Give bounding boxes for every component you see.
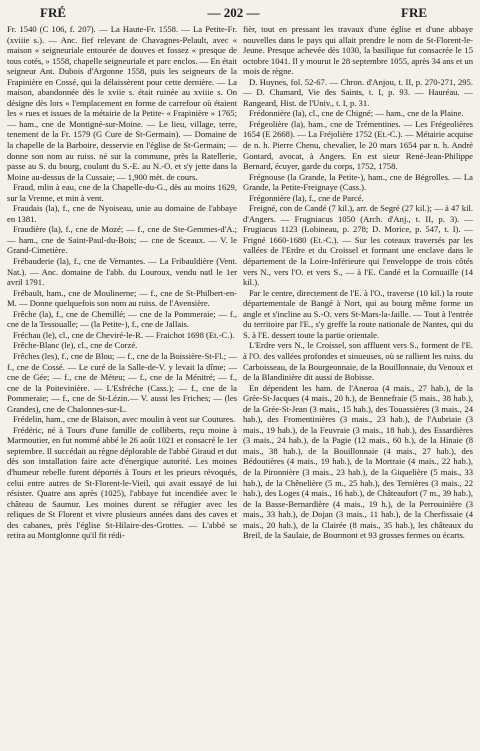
entry-paragraph: Fraudière (la), f., cne de Mozé; — f., cne de Ste-Gemmes-d'A.; — ham., cne de Saint-Paul-du-Bois; — cne de Sceaux. — V. le Grand-Cimetière. (7, 224, 237, 256)
entry-paragraph: Frégnouse (la Grande, la Petite-), ham., cne de Bégrolles. — La Grande, la Petite-Freignaye (Cass.). (243, 171, 473, 193)
entry-paragraph: Frêche (la), f., cne de Chemillé; — cne de la Pommeraie; — f., cne de la Tessoualle; — (la Petite-), f., cne de Jallais. (7, 308, 237, 330)
entry-paragraph: Fr. 1540 (C 106, f. 207). — La Haute-Fr. 1558. — La Petite-Fr. (xviiie s.). — Anc. fief relevant de Chavagnes-Pelault, avec « maison « seigneuriale entourée de douves et fossez « presque de tous cotés, » 1558, chapelle seigneuriale et parc enclos. — En était seigneur Ant. Dubois d'Argonne 1558, puis les seigneurs de la Frapinière en Cossé, qui la délaissèrent pour cette dernière. — La maison, abandonnée dès le xviie s. était ruinée au xviiie s. On désigne dès lors « l'emplacement en forme de carrefour où étaient les « rues et issues de la métairie de la Petite- « Frapinière » 1765; — ham., cne de Montigné-sur-Moine. — Le lieu, village, terre, tenement de la Fr. 1579 (G Cure de St-Germain). — Domaine de la chapelle de la Barboire, desservie en l'église de St-Germain; — donne son nom au ruiss. né sur la commune, près la Ratellerie, passe au S. du bourg, coulant du S.-E. au N.-O. et s'y jette dans la Moine au-dessus de la Cussaie; — 1,900 mèt. de cours. (7, 24, 237, 182)
entry-paragraph: Frédelin, ham., cne de Blaison, avec moulin à vent sur Coutures. (13, 414, 236, 425)
entry-paragraph: Fraudais (la), f., cne de Nyoiseau, unie au domaine de l'abbaye en 1381. (7, 203, 237, 224)
entry-paragraph: Par le centre, directement de l'E. à l'O., traverse (10 kil.) la route départementale de Bangé à Nort, qui au bourg même forme un angle et s'incline au S.-O. vers St-Mars-la-Jaille. — Tout à l'entrée du territoire par l'E., s'y greffe la route nationale de Nantes, qui du S. à l'E. dessert toute la partie orientale. (243, 287, 473, 340)
entry-paragraph: fièr, tout en pressant les travaux d'une église et d'une abbaye nouvelles dans le pays qui allait prendre le nom de St-Florent-le-Jeune. Presque achevée dès 1030, la basilique fut consacrée le 15 octobre 1041. Il y mourut le 28 septembre 1055, après 34 ans et un mois de règne. (243, 24, 473, 77)
two-column-body (7, 24, 473, 541)
entry-paragraph: Frébault, ham., cne de Moulinerne; — f., cne de St-Philbert-en-M. — Donne quelquefois son nom au ruiss. de l'Avensière. (7, 287, 237, 309)
entry-paragraph: Frêches (les), f., cne de Blou; — f., cne de la Boissière-St-Fl.; — f., cne de Cossé. — Le curé de la Salle-de-V. y levait la dîme; — cne de Gée; — f., cne de Méteu; — f., cne de la Ménitré; — f., cne de la Poitevinière. — L'Esfréche (Cass.); — f., cne de la Pommeraie; — f., cne de St-Lézin.— V. aussi les Friches; — (les Grandes), cne de Chalonnes-sur-L. (7, 350, 237, 414)
entry-paragraph: En dépendent les ham. de l'Aneroa (4 mais., 27 hab.), de la Grée-St-Jacques (4 mais., 20 h.), de Bennefraie (5 mais., 38 hab.), de la Grée-St-Jean (3 mais., 15 hab.), des Touassières (3 mais., 24 hab.), des Fromentinières (3 mais., 23 hab.), de l'Aubriaie (3 mais., 19 hab.), de la Feuvraie (3 mais., 18 hab.), des Essardières (3 mais., 24 hab.), de la Pagie (12 mais., 60 h.), de la Hinaie (8 mais., 38 hab.), de la Bouillonnaie (4 mais., 27 hab.), des Bédoutières (4 mais., 19 hab.), de la Mortraie (4 mais., 22 hab.), de la Pironnière (3 mais., 23 hab.), de la Giquelière (5 mais., 33 hab.), de la Chênelière (5 m., 25 hab.), des Ternières (3 mais., 22 hab.), des Loges (4 mais., 16 hab.), de Châteaufort (7 m., 39 hab.), de la Basse-Bernardière (4 mais., 19 h.), de la Perrouinière (3 mais., 33 hab.), de Dojan (3 mais., 11 hab.), de la Cherfissaie (4 mais., 20 hab.), de la Clairée (8 mais., 35 hab.), les châteaux du Breil, de la Saulaie, de Bourmont et 93 grosses fermes ou écarts. (243, 382, 473, 541)
entry-paragraph: Frédonnière (la), cl., cne de Chigné; — ham., cne de la Plaine. (249, 108, 464, 119)
entry-paragraph: Frégonnière (la), f., cne de Parcé. (249, 192, 364, 203)
header-left-headword: FRÉ (40, 5, 66, 20)
entry-paragraph: Frédéric, né à Tours d'une famille de colliberts, reçu moine à Marmoutier, en fut nommé abbé le 26 août 1021 et consacré le 1er septembre. Il succédait au règne déplorable de l'abbé Giraud et dut dès son installation faire acte d'énergique autorité. Les moines d'humeur rebelle furent déportés à Tours et les prieurs révoqués, celui entre autres de St-Florent-le-Vieil, qui avait essayé de lui résister. Quatre ans après (1025), l'abbaye fut incendiée avec le château de Saumur. Les moines durent se réfugier avec les reliques de St Florent et vivre plusieurs années dans des caves et des cabanes, près l'église St-Hilaire-des-Grottes. — L'abbé se retira au Montglonne qu'il fit rédi- (7, 424, 237, 541)
header-right-headword: FRE (401, 5, 427, 20)
entry-paragraph: L'Erdre vers N., le Croissel, son affluent vers S., forment de l'E. à l'O. des vallées profondes et sinueuses, où se rallient les ruiss. du Carboisseau, de la Bourgeonnaie, de la Bouillonnaie, du Venoux et de la Blandinière dit aussi de Bobisse. (243, 340, 473, 383)
entry-paragraph: Fraud, mlin à eau, cne de la Chapelle-du-G., dès au moins 1629, sur la Vrenne, et min à vent. (7, 182, 237, 203)
right-column (243, 24, 473, 541)
entry-paragraph: Frébauderie (la), f., cne de Vernantes. — La Fribauldière (Vent. Nat.). — Anc. domaine de l'abb. du Louroux, vendu natl le 1er avril 1791. (7, 256, 237, 288)
left-column (7, 24, 237, 541)
entry-paragraph: Frêche-Blanc (le), cl., cne de Corzé. (13, 340, 138, 351)
entry-paragraph: Fréchau (le), cl., cne de Cheviré-le-R. — Fraichot 1698 (Et.-C.). (13, 329, 235, 340)
page-number: — 202 — (207, 5, 260, 20)
citation-note: D. Huynes, fol. 52-67. — Chron. d'Anjou, t. II, p. 270-271, 295. — D. Chamard, Vie des Saints, t. I, p. 93. — Hauréau. — Rangeard, Hist. de l'Univ., t. I, p. 31. (243, 76, 473, 108)
entry-paragraph: Freigné, con de Candé (7 kil.), arr. de Segré (27 kil.); — à 47 kil. d'Angers. — Frugniacus 1050 (Arch. d'Anj., t. II, p. 3). — Frugiacus 1123 (Lobineau, p. 278; D. Morice, p. 547, t. I). — Frigné 1660-1680 (Et.-C.). — Sur les coteaux traversés par les vallées de l'Erdre et du Croissel et formant une enclave dans le département de la Loire-Inférieure qui l'enveloppe de trois côtés vers N., vers l'O. et vers S., — à l'E. Candé et la Cornuaille (14 kil.). (243, 203, 473, 288)
running-header (7, 6, 473, 22)
entry-paragraph: Frégeolière (la), ham., cne de Trémentines. — Les Frégeolières 1654 (E 2668). — La Fréjolière 1752 (Et.-C.). — Métairie acquise de n. h. Pierre Chenu, chevalier, le 20 mars 1654 par n. h. André Gontard, avocat, à Angers. En est sieur René-Jean-Philippe Bernard, écuyer, garde du corps, 1752, 1758. (243, 118, 473, 172)
